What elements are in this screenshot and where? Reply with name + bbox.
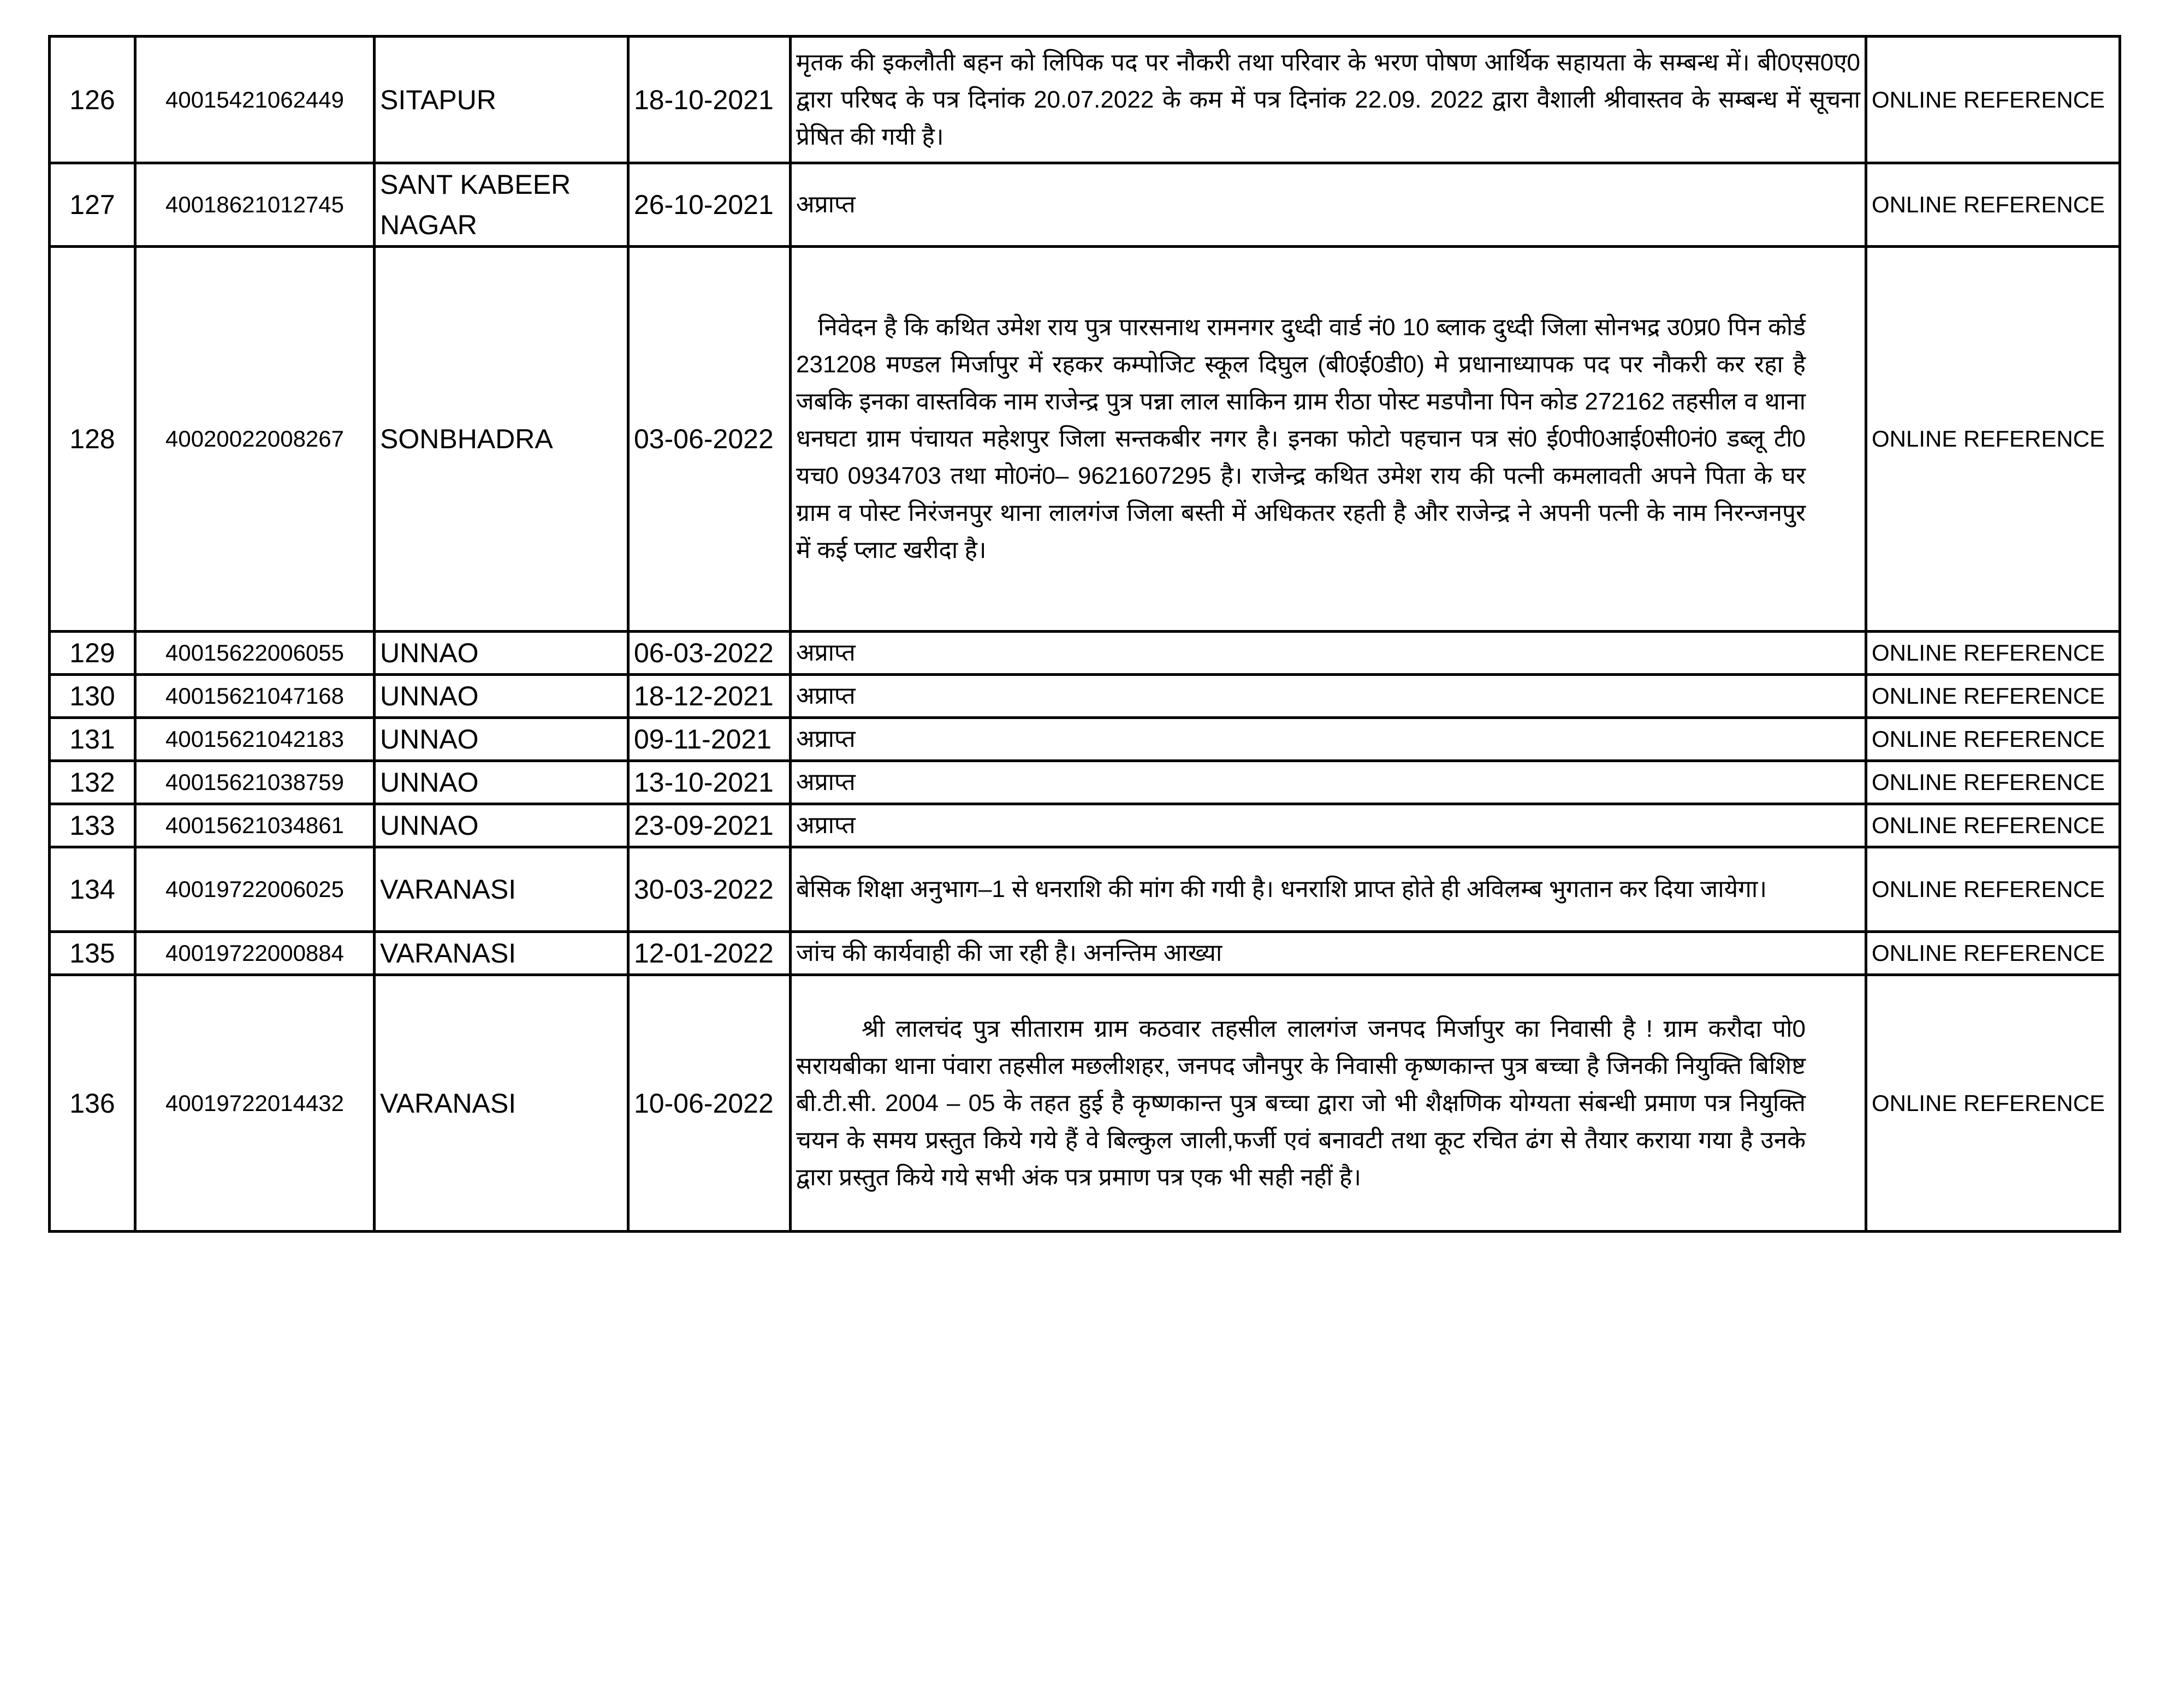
reference-number: 40019722006025 bbox=[135, 847, 375, 932]
serial-number: 126 bbox=[50, 37, 135, 163]
district: SITAPUR bbox=[375, 37, 628, 163]
status: ONLINE REFERENCE bbox=[1866, 932, 2120, 975]
table-row bbox=[50, 163, 2120, 247]
district: VARANASI bbox=[375, 975, 628, 1232]
serial-number: 129 bbox=[50, 632, 135, 675]
table-row bbox=[50, 804, 2120, 847]
remark-text: जांच की कार्यवाही की जा रही है। अनन्तिम आख्या bbox=[796, 940, 1222, 966]
remark bbox=[791, 975, 1866, 1232]
remark bbox=[791, 761, 1866, 804]
serial-number: 133 bbox=[50, 804, 135, 847]
status: ONLINE REFERENCE bbox=[1866, 675, 2120, 718]
date: 13-10-2021 bbox=[628, 761, 791, 804]
date: 10-06-2022 bbox=[628, 975, 791, 1232]
remark-text: मृतक की इकलौती बहन को लिपिक पद पर नौकरी तथा परिवार के भरण पोषण आर्थिक सहायता के सम्बन्ध में। बी0एस0ए0 द्वारा परिषद के पत्र दिनांक 20.07.2022 के कम में पत्र दिनांक 22.09. 2022 द्वारा वैशाली श्रीवास्तव के सम्बन्ध में सूचना प्रेषित की गयी है। bbox=[796, 49, 1860, 150]
serial-number: 132 bbox=[50, 761, 135, 804]
remark-text: बेसिक शिक्षा अनुभाग–1 से धनराशि की मांग की गयी है। धनराशि प्राप्त होते ही अविलम्ब भुगतान कर दिया जायेगा। bbox=[796, 876, 1767, 902]
remark-text: अप्राप्त bbox=[796, 812, 856, 839]
remark-text: अप्राप्त bbox=[796, 769, 856, 795]
date: 03-06-2022 bbox=[628, 247, 791, 632]
serial-number: 134 bbox=[50, 847, 135, 932]
status: ONLINE REFERENCE bbox=[1866, 247, 2120, 632]
remark-text: श्री लालचंद पुत्र सीताराम ग्राम कठवार तहसील लालगंज जनपद मिर्जापुर का निवासी है ! ग्राम करौदा पो0 सरायबीका थाना पंवारा तहसील मछलीशहर, जनपद जौनपुर के निवासी कृष्णकान्त पुत्र बच्चा है जिनकी नियुक्ति बिशिष्ट बी.टी.सी. 2004 – 05 के तहत हुई है कृष्णकान्त पुत्र बच्चा द्वारा जो भी शैक्षणिक योग्यता संबन्धी प्रमाण पत्र नियुक्ति चयन के समय प्रस्तुत किये गये हैं वे बिल्कुल जाली,फर्जी एवं बनावटी तथा कूट रचित ढंग से तैयार कराया गया है उनके द्वारा प्रस्तुत किये गये सभी अंक पत्र प्रमाण पत्र एक भी सही नहीं है। bbox=[796, 1015, 1806, 1191]
reference-number: 40019722014432 bbox=[135, 975, 375, 1232]
serial-number: 127 bbox=[50, 163, 135, 247]
district: SANT KABEER NAGAR bbox=[375, 163, 628, 247]
serial-number: 130 bbox=[50, 675, 135, 718]
remark bbox=[791, 247, 1866, 632]
table-row bbox=[50, 847, 2120, 932]
reference-number: 40015421062449 bbox=[135, 37, 375, 163]
remark bbox=[791, 163, 1866, 247]
remark-text: अप्राप्त bbox=[796, 726, 856, 752]
serial-number: 131 bbox=[50, 718, 135, 761]
status: ONLINE REFERENCE bbox=[1866, 37, 2120, 163]
status: ONLINE REFERENCE bbox=[1866, 847, 2120, 932]
district: SONBHADRA bbox=[375, 247, 628, 632]
date: 09-11-2021 bbox=[628, 718, 791, 761]
district: UNNAO bbox=[375, 761, 628, 804]
records-table bbox=[48, 35, 2121, 1233]
remark bbox=[791, 37, 1866, 163]
serial-number: 128 bbox=[50, 247, 135, 632]
status: ONLINE REFERENCE bbox=[1866, 975, 2120, 1232]
table-row bbox=[50, 37, 2120, 163]
status: ONLINE REFERENCE bbox=[1866, 632, 2120, 675]
status: ONLINE REFERENCE bbox=[1866, 804, 2120, 847]
date: 12-01-2022 bbox=[628, 932, 791, 975]
remark bbox=[791, 718, 1866, 761]
district: UNNAO bbox=[375, 804, 628, 847]
remark-text: अप्राप्त bbox=[796, 639, 856, 666]
reference-number: 40015622006055 bbox=[135, 632, 375, 675]
table-row bbox=[50, 932, 2120, 975]
remark bbox=[791, 804, 1866, 847]
district: UNNAO bbox=[375, 718, 628, 761]
status: ONLINE REFERENCE bbox=[1866, 761, 2120, 804]
remark bbox=[791, 675, 1866, 718]
date: 26-10-2021 bbox=[628, 163, 791, 247]
remark bbox=[791, 632, 1866, 675]
remark-text: अप्राप्त bbox=[796, 191, 856, 218]
reference-number: 40019722000884 bbox=[135, 932, 375, 975]
reference-number: 40015621042183 bbox=[135, 718, 375, 761]
table-row bbox=[50, 718, 2120, 761]
remark-text: अप्राप्त bbox=[796, 682, 856, 709]
reference-number: 40015621034861 bbox=[135, 804, 375, 847]
date: 30-03-2022 bbox=[628, 847, 791, 932]
reference-number: 40015621047168 bbox=[135, 675, 375, 718]
serial-number: 135 bbox=[50, 932, 135, 975]
table-row bbox=[50, 675, 2120, 718]
district: VARANASI bbox=[375, 932, 628, 975]
district: UNNAO bbox=[375, 675, 628, 718]
remark bbox=[791, 932, 1866, 975]
date: 06-03-2022 bbox=[628, 632, 791, 675]
date: 18-10-2021 bbox=[628, 37, 791, 163]
table-row bbox=[50, 247, 2120, 632]
district: VARANASI bbox=[375, 847, 628, 932]
reference-number: 40015621038759 bbox=[135, 761, 375, 804]
table-row bbox=[50, 975, 2120, 1232]
date: 18-12-2021 bbox=[628, 675, 791, 718]
status: ONLINE REFERENCE bbox=[1866, 163, 2120, 247]
table-row bbox=[50, 632, 2120, 675]
date: 23-09-2021 bbox=[628, 804, 791, 847]
reference-number: 40018621012745 bbox=[135, 163, 375, 247]
table-row bbox=[50, 761, 2120, 804]
serial-number: 136 bbox=[50, 975, 135, 1232]
remark-text: निवेदन है कि कथित उमेश राय पुत्र पारसनाथ रामनगर दुध्दी वार्ड नं0 10 ब्लाक दुध्दी जिला सोनभद्र उ0प्र0 पिन कोर्ड 231208 मण्डल मिर्जापुर में रहकर कम्पोजिट स्कूल दिघुल (बी0ई0डी0) मे प्रधानाध्यापक पद पर नौकरी कर रहा है जबकि इनका वास्तविक नाम राजेन्द्र पुत्र पन्ना लाल साकिन ग्राम रीठा पोस्ट मडपौना पिन कोड 272162 तहसील व थाना धनघटा ग्राम पंचायत महेशपुर जिला सन्तकबीर नगर है। इनका फोटो पहचान पत्र सं0 ई0पी0आई0सी0नं0 डब्लू टी0 यच0 0934703 तथा मो0नं0– 9621607295 है। राजेन्द्र कथित उमेश राय की पत्नी कमलावती अपने पिता के घर ग्राम व पोस्ट निरंजनपुर थाना लालगंज जिला बस्ती में अधिकतर रहती है और राजेन्द्र ने अपनी पत्नी के नाम निरन्जनपुर में कई प्लाट खरीदा है। bbox=[796, 314, 1806, 563]
remark bbox=[791, 847, 1866, 932]
reference-number: 40020022008267 bbox=[135, 247, 375, 632]
district: UNNAO bbox=[375, 632, 628, 675]
status: ONLINE REFERENCE bbox=[1866, 718, 2120, 761]
